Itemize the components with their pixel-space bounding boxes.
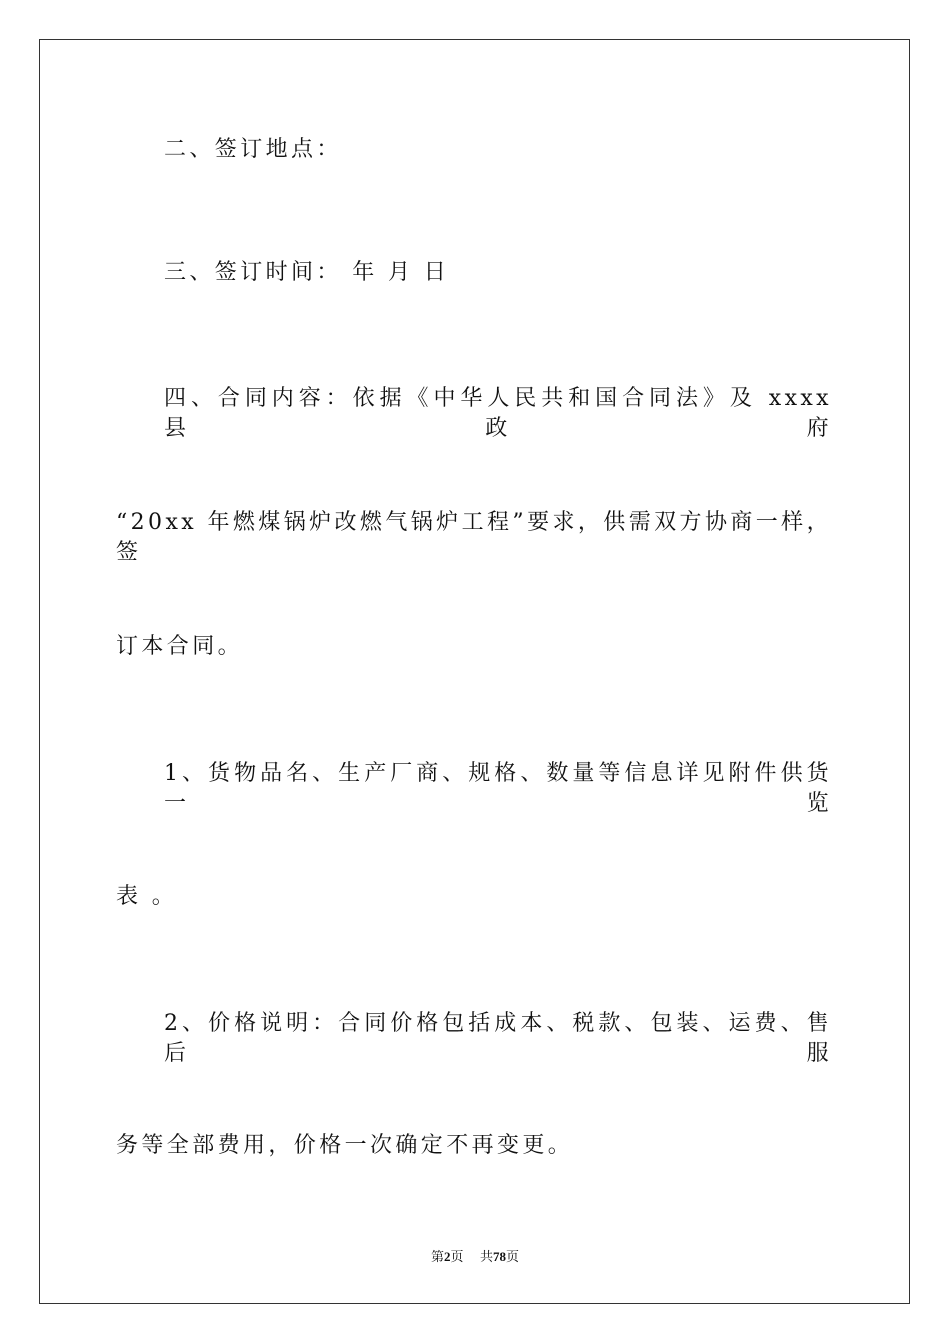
- paragraph-price-line-2: 务等全部费用，价格一次确定不再变更。: [116, 1133, 574, 1158]
- page-footer: [0, 1248, 950, 1267]
- paragraph-signing-place: 二、签订地点：: [164, 137, 342, 162]
- page-border: [39, 39, 910, 1304]
- footer-page-number: 2: [443, 1249, 451, 1264]
- paragraph-contract-content-line-3: 订本合同。: [116, 634, 244, 659]
- paragraph-goods-line-1: 1、货物品名、生产厂商、规格、数量等信息详见附件供货一览: [164, 761, 832, 816]
- paragraph-signing-time: 三、签订时间： 年 月 日: [164, 260, 450, 285]
- paragraph-contract-content-line-2: “20xx 年燃煤锅炉改燃气锅炉工程”要求，供需双方协商一样，签: [116, 510, 832, 565]
- footer-total-pages: 78: [493, 1249, 507, 1264]
- footer-page-unit: 页: [450, 1250, 464, 1265]
- footer-page-prefix: 第: [430, 1250, 444, 1265]
- footer-total-prefix: 共: [480, 1250, 494, 1265]
- paragraph-goods-line-2: 表 。: [116, 884, 178, 909]
- footer-total-unit: 页: [506, 1250, 520, 1265]
- paragraph-contract-content-line-1: 四、合同内容：依据《中华人民共和国合同法》及 xxxx 县政府: [164, 386, 832, 441]
- paragraph-price-line-1: 2、价格说明：合同价格包括成本、税款、包装、运费、售后服: [164, 1011, 832, 1066]
